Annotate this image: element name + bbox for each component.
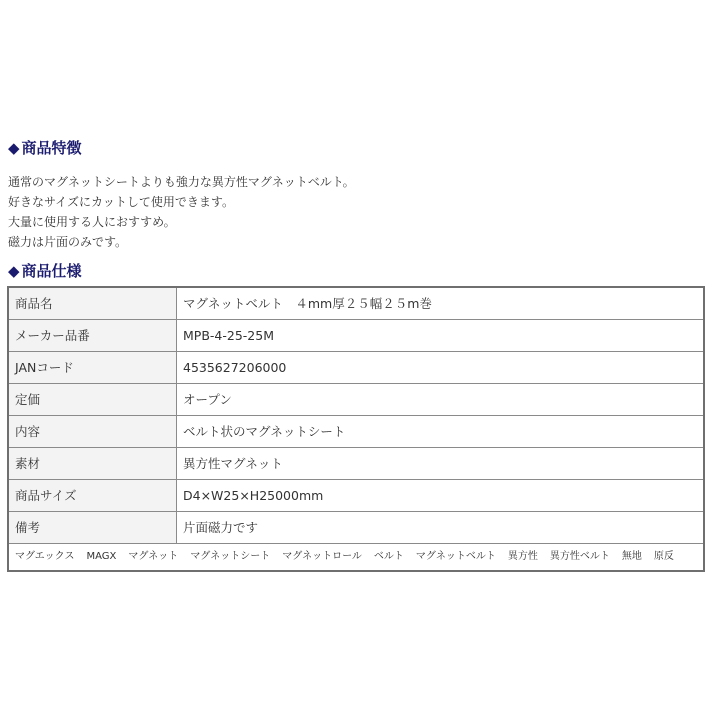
spec-label: JANコード bbox=[8, 352, 177, 384]
diamond-bullet-icon: ◆ bbox=[8, 262, 20, 280]
description-line: 大量に使用する人におすすめ。 bbox=[8, 215, 176, 229]
keyword-tag: マグネットシート bbox=[190, 551, 271, 562]
spec-label: 商品名 bbox=[8, 287, 177, 320]
spec-value: 4535627206000 bbox=[177, 352, 705, 384]
specs-heading bbox=[8, 262, 82, 280]
spec-label: 備考 bbox=[8, 512, 177, 544]
spec-table bbox=[7, 286, 705, 572]
keyword-tag: マグネットロール bbox=[282, 551, 362, 562]
table-row bbox=[8, 448, 704, 480]
spec-value: 片面磁力です bbox=[177, 512, 705, 544]
keyword-tag: マグエックス bbox=[15, 551, 75, 562]
description-line: 好きなサイズにカットして使用できます。 bbox=[8, 195, 234, 209]
description-line: 通常のマグネットシートよりも強力な異方性マグネットベルト。 bbox=[8, 175, 355, 189]
features-title: 商品特徴 bbox=[21, 139, 82, 157]
spec-value: MPB-4-25-25M bbox=[177, 320, 705, 352]
table-row bbox=[8, 320, 704, 352]
table-row bbox=[8, 352, 704, 384]
specs-title: 商品仕様 bbox=[21, 262, 82, 280]
keyword-tag: 無地 bbox=[621, 551, 642, 562]
spec-value: マグネットベルト ４mm厚２５幅２５m巻 bbox=[177, 287, 705, 320]
spec-value: 異方性マグネット bbox=[177, 448, 705, 480]
keyword-tag: マグネット bbox=[128, 551, 179, 562]
table-row bbox=[8, 384, 704, 416]
table-row bbox=[8, 480, 704, 512]
keyword-tag: 異方性ベルト bbox=[549, 551, 610, 562]
spec-value: ベルト状のマグネットシート bbox=[177, 416, 705, 448]
table-row bbox=[8, 287, 704, 320]
spec-value: オープン bbox=[177, 384, 705, 416]
keywords-row bbox=[8, 544, 704, 572]
keyword-tag: マグネットベルト bbox=[415, 551, 496, 562]
spec-label: 内容 bbox=[8, 416, 177, 448]
features-description bbox=[8, 172, 355, 252]
keywords-cell bbox=[8, 544, 704, 572]
table-row bbox=[8, 416, 704, 448]
keyword-tag: ベルト bbox=[373, 551, 404, 562]
keyword-tag: 異方性 bbox=[507, 551, 538, 562]
diamond-bullet-icon: ◆ bbox=[8, 139, 20, 157]
spec-value: D4×W25×H25000mm bbox=[177, 480, 705, 512]
spec-label: 商品サイズ bbox=[8, 480, 177, 512]
keyword-tag: MAGX bbox=[86, 551, 117, 562]
features-heading bbox=[8, 139, 82, 157]
description-line: 磁力は片面のみです。 bbox=[8, 235, 128, 249]
keyword-tag: 原反 bbox=[653, 551, 674, 562]
table-row bbox=[8, 512, 704, 544]
spec-label: 素材 bbox=[8, 448, 177, 480]
spec-label: 定価 bbox=[8, 384, 177, 416]
spec-label: メーカー品番 bbox=[8, 320, 177, 352]
